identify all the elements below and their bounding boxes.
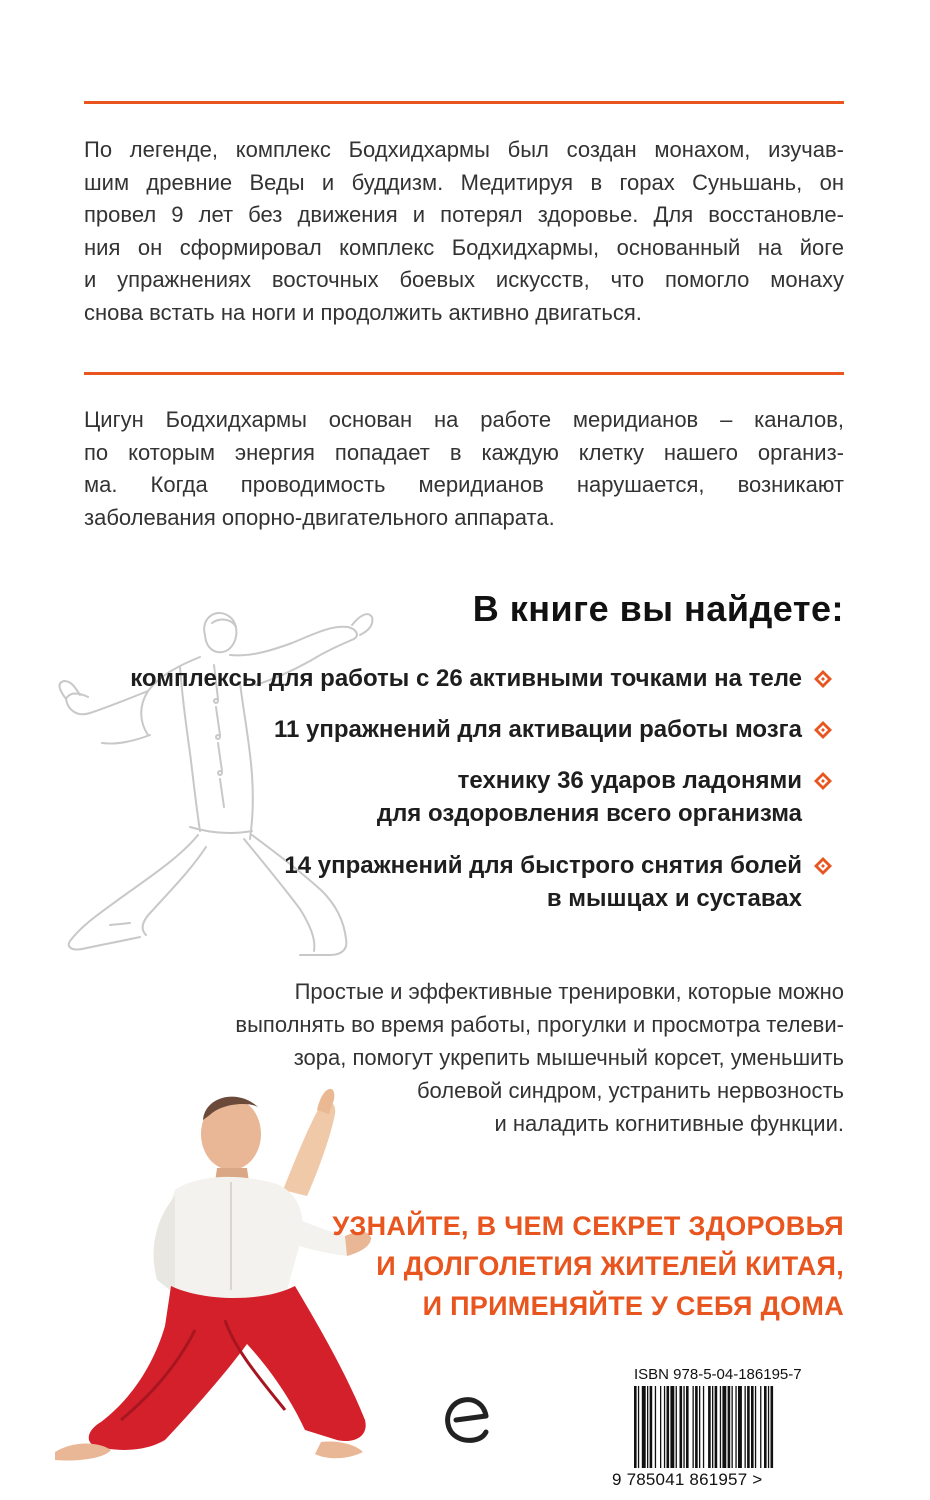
tai-chi-sketch-illustration bbox=[30, 595, 390, 975]
benefits-line: зора, помогут укрепить мышечный корсет, уменьшить bbox=[293, 1045, 844, 1070]
call-to-action bbox=[332, 1206, 844, 1326]
isbn-label: ISBN 978-5-04-186195-7 bbox=[634, 1366, 802, 1383]
barcode-bar bbox=[708, 1386, 711, 1468]
barcode-bar bbox=[667, 1386, 670, 1468]
barcode-bar bbox=[650, 1386, 653, 1468]
cta-line: УЗНАЙТЕ, В ЧЕМ СЕКРЕТ ЗДОРОВЬЯ bbox=[332, 1211, 844, 1241]
meridians-line: ма. Когда проводимость меридианов нарушается, возникают bbox=[84, 472, 844, 497]
barcode-bar bbox=[695, 1386, 698, 1468]
intro-line: и упражнениях восточных боевых искусств, что помогло монаху bbox=[84, 267, 844, 292]
barcode-bar bbox=[732, 1386, 733, 1468]
intro-line: ния он сформировал комплекс Бодхидхармы, основанный на йоге bbox=[84, 234, 844, 260]
intro-line: снова встать на ноги и продолжить активно двигаться. bbox=[84, 299, 642, 325]
feature-item bbox=[284, 849, 802, 915]
barcode-bar bbox=[771, 1386, 774, 1468]
barcode-bar bbox=[660, 1386, 661, 1468]
barcode-bar bbox=[747, 1386, 750, 1468]
barcode-bar bbox=[693, 1386, 694, 1468]
red-diamond-bullet-icon bbox=[812, 719, 834, 741]
cta-line: И ДОЛГОЛЕТИЯ ЖИТЕЛЕЙ КИТАЯ, bbox=[376, 1251, 844, 1281]
feature-line: 11 упражнений для активации работы мозга bbox=[273, 716, 802, 743]
benefits-line: болевой синдром, устранить нервозность bbox=[416, 1078, 844, 1103]
benefits-line: Простые и эффективные тренировки, которые можно bbox=[294, 979, 844, 1004]
top-divider bbox=[84, 101, 844, 104]
publisher-logo-icon bbox=[440, 1392, 496, 1448]
barcode-bar bbox=[720, 1386, 721, 1468]
barcode-bar bbox=[683, 1386, 684, 1468]
barcode-bar bbox=[712, 1386, 713, 1468]
meridians-line: по которым энергия попадает в каждую клетку нашего организ- bbox=[84, 439, 844, 465]
barcode-bars bbox=[634, 1386, 820, 1468]
red-diamond-bullet-icon bbox=[812, 855, 834, 877]
barcode-bar bbox=[755, 1386, 756, 1468]
barcode-bar bbox=[745, 1386, 746, 1468]
meridians-line: заболевания опорно-двигательного аппарата. bbox=[84, 504, 555, 530]
barcode-bar bbox=[634, 1386, 637, 1468]
barcode-bar bbox=[722, 1386, 726, 1468]
barcode-bar bbox=[715, 1386, 718, 1468]
barcode-bar bbox=[647, 1386, 648, 1468]
feature-item bbox=[377, 764, 802, 830]
barcode-bar bbox=[735, 1386, 736, 1468]
meridians-paragraph bbox=[84, 404, 844, 534]
intro-paragraph bbox=[84, 134, 844, 329]
barcode-bar bbox=[664, 1386, 665, 1468]
feature-line: технику 36 ударов ладонями bbox=[457, 767, 802, 794]
barcode-bar bbox=[764, 1386, 767, 1468]
barcode-bar bbox=[670, 1386, 674, 1468]
middle-divider bbox=[84, 372, 844, 375]
intro-line: провел 9 лет без движения и потерял здоровье. Для восстановле- bbox=[84, 202, 844, 227]
intro-line: По легенде, комплекс Бодхидхармы был создан монахом, изучав- bbox=[84, 137, 844, 162]
barcode-bar bbox=[760, 1386, 761, 1468]
meridians-line: Цигун Бодхидхармы основан на работе меридианов – каналов, bbox=[84, 407, 844, 432]
barcode-digits: 9 785041 861957 > bbox=[612, 1470, 763, 1489]
feature-line: для оздоровления всего организма bbox=[376, 800, 802, 827]
barcode-bar bbox=[751, 1386, 754, 1468]
barcode-bar bbox=[768, 1386, 769, 1468]
barcode-bar bbox=[638, 1386, 639, 1468]
barcode-bar bbox=[699, 1386, 700, 1468]
feature-item bbox=[130, 662, 802, 695]
man-tai-chi-photo bbox=[25, 1080, 385, 1500]
cta-line: И ПРИМЕНЯЙТЕ У СЕБЯ ДОМА bbox=[422, 1291, 844, 1321]
intro-line: шим древние Веды и буддизм. Медитируя в горах Суньшань, он bbox=[84, 169, 844, 195]
barcode-bar bbox=[703, 1386, 704, 1468]
barcode-bar bbox=[738, 1386, 742, 1468]
red-diamond-bullet-icon bbox=[812, 770, 834, 792]
feature-line: 14 упражнений для быстрого снятия болей bbox=[284, 852, 802, 879]
feature-line: комплексы для работы с 26 активными точками на теле bbox=[130, 665, 802, 692]
barcode-bar bbox=[655, 1386, 656, 1468]
barcode-bar bbox=[686, 1386, 689, 1468]
red-diamond-bullet-icon bbox=[812, 668, 834, 690]
barcode-bar bbox=[642, 1386, 646, 1468]
feature-line: в мышцах и суставах bbox=[546, 885, 802, 912]
barcode-bar bbox=[676, 1386, 677, 1468]
benefits-line: и наладить когнитивные функции. bbox=[494, 1111, 844, 1136]
features-heading: В книге вы найдете: bbox=[472, 588, 844, 629]
barcode-bar bbox=[680, 1386, 683, 1468]
feature-item bbox=[274, 713, 802, 746]
barcode-bar bbox=[728, 1386, 731, 1468]
benefits-line: выполнять во время работы, прогулки и просмотра телеви- bbox=[235, 1012, 844, 1037]
